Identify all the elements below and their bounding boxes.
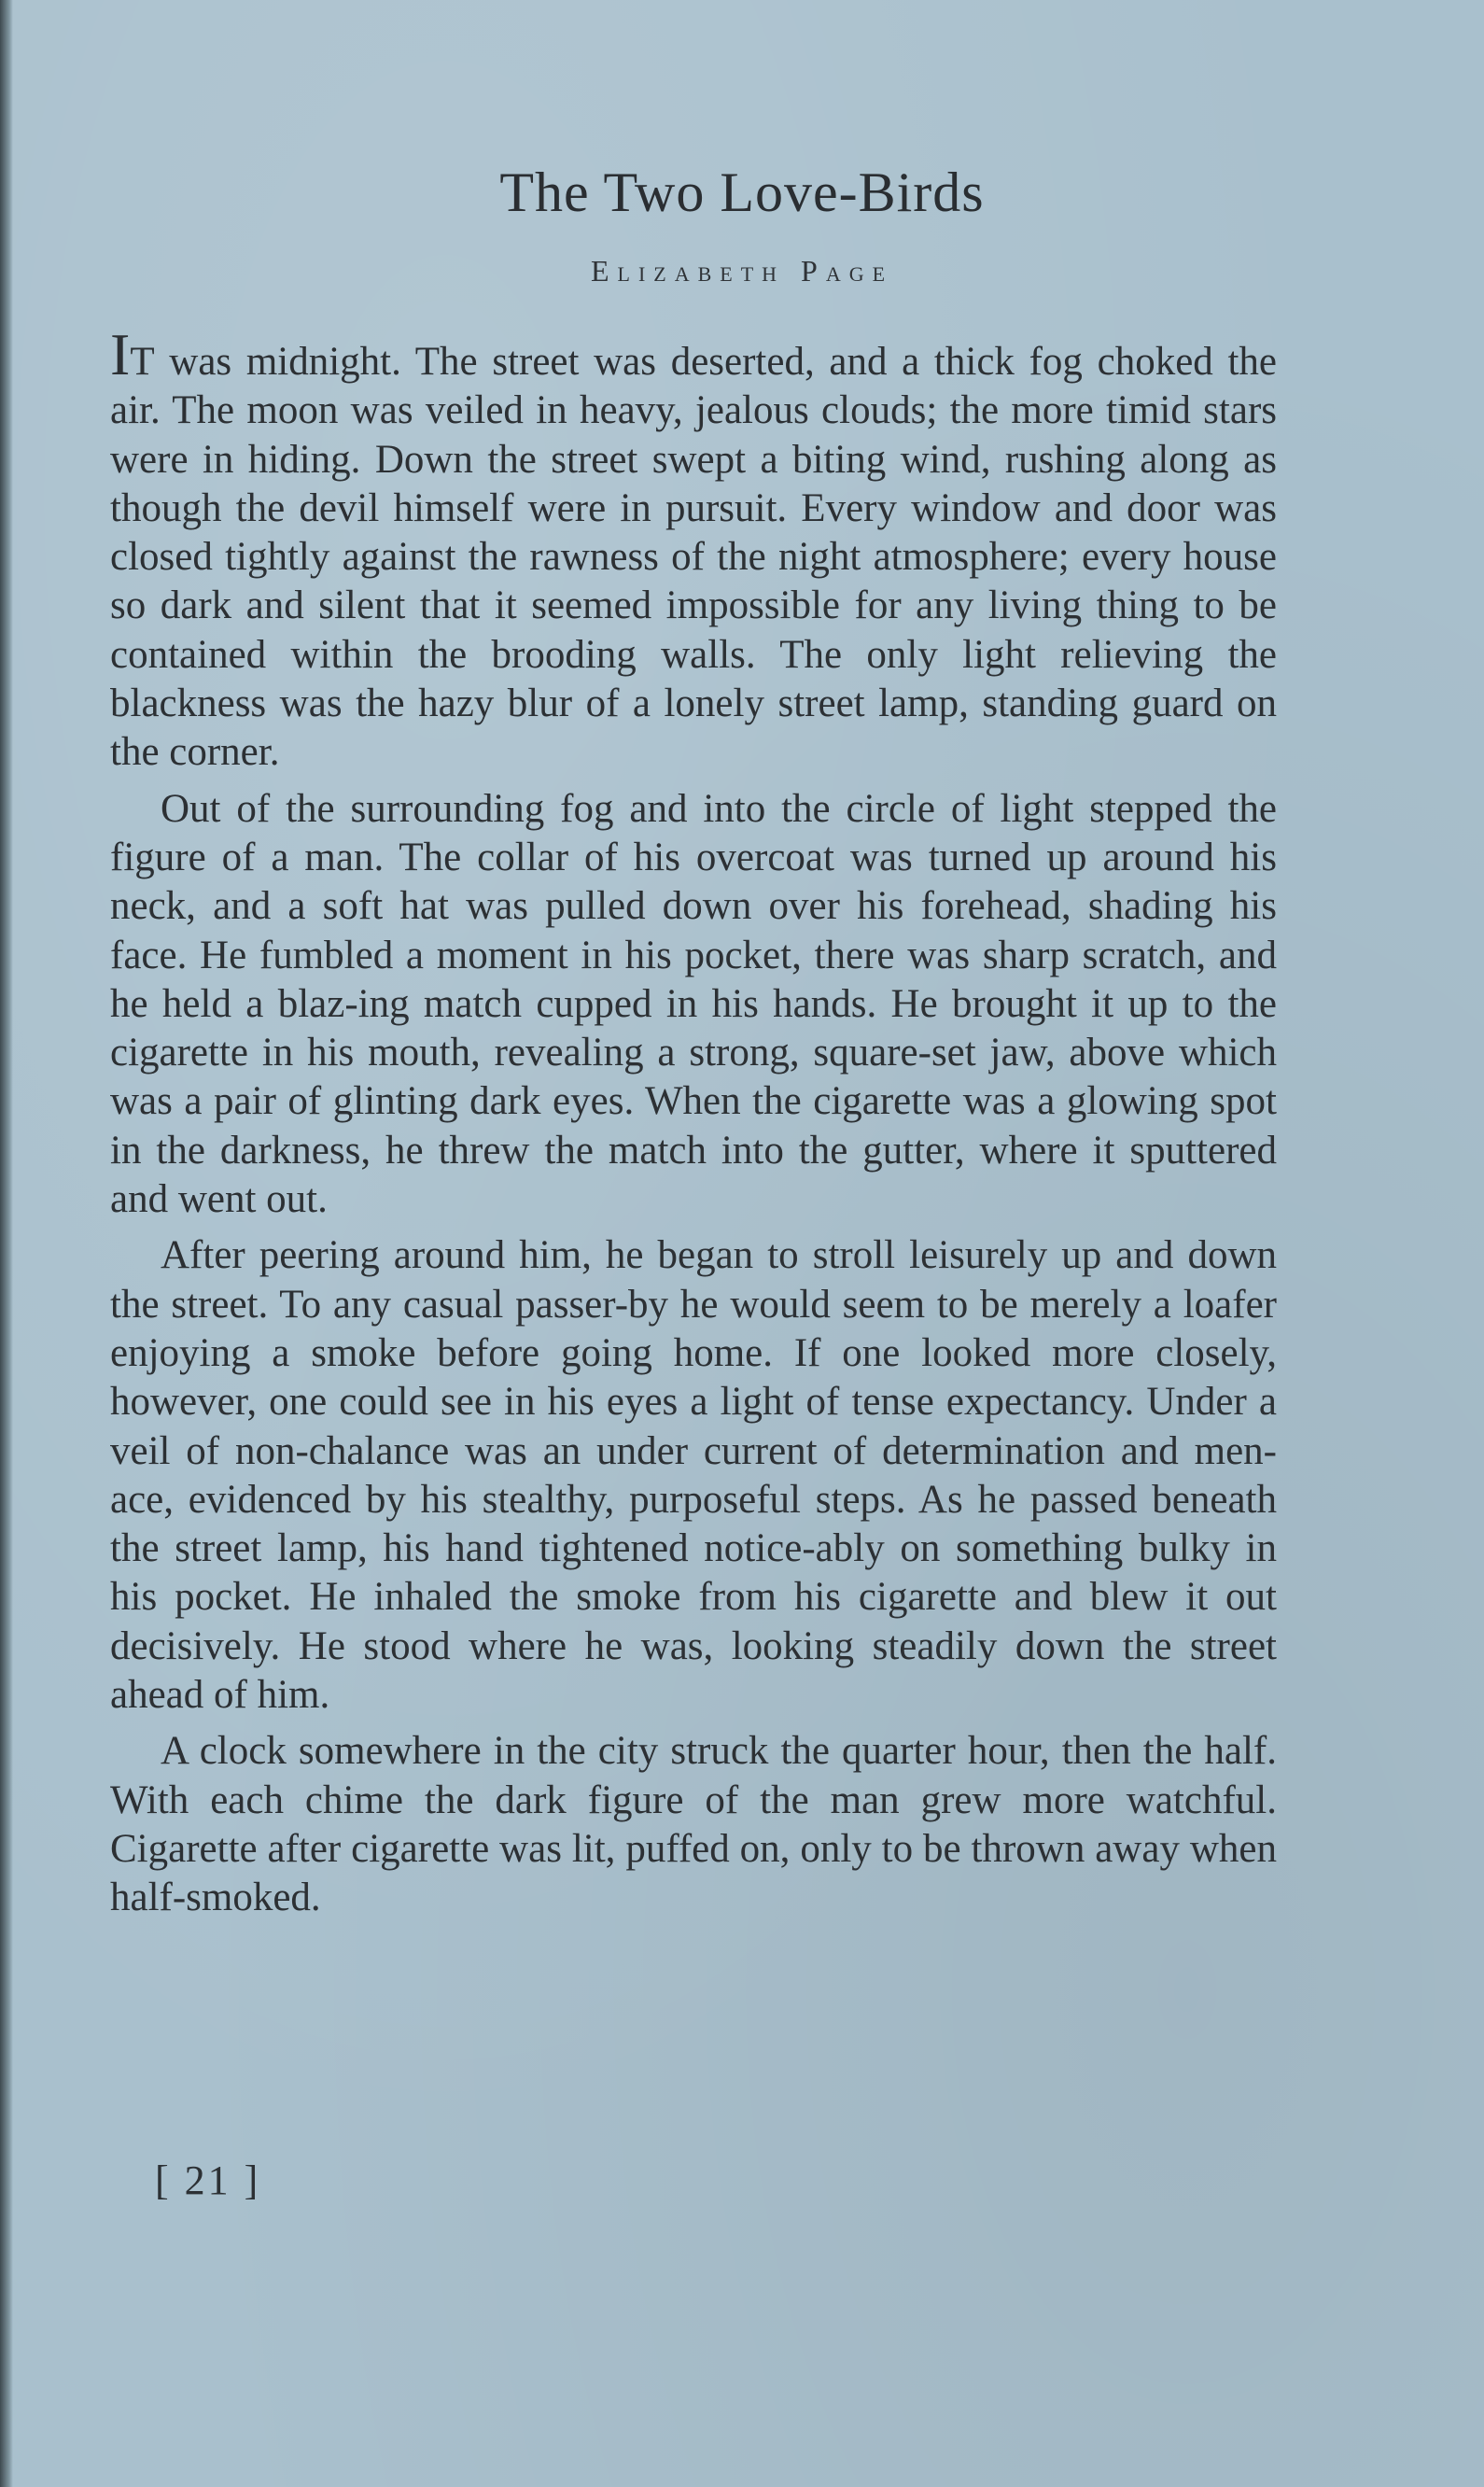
paragraph-2: Out of the surrounding fog and into the circle of light stepped the figure of a man. The collar of his overcoat was turned up around his neck, and a soft hat was pulled down over his forehead, shading his face. He fumbled a moment in his pocket, there was sharp scratch, and he held a blaz-ing match cupped in his hands. He brought it up to the cigarette in his mouth, revealing a strong, square-set jaw, above which was a pair of glinting dark eyes. When the cigarette was a glowing spot in the darkness, he threw the match into the gutter, where it sputtered and went out. bbox=[110, 786, 1277, 1222]
paragraph-1-text: was midnight. The street was deserted, and a thick fog choked the air. The moon was veiled in heavy, jealous clouds; the more timid stars were in hiding. Down the street swept a biting wind, rushing along as though the devil himself were in pursuit. Every window and door was closed tightly against the rawness of the night atmosphere; every house so dark and silent that it seemed impossible for any living thing to be contained within the brooding walls. The only light relieving the blackness was the hazy blur of a lonely street lamp, standing guard on the corner. bbox=[110, 340, 1277, 775]
page-number: [ 21 ] bbox=[155, 2157, 261, 2203]
binding-edge bbox=[0, 0, 13, 2487]
drop-cap: I bbox=[110, 321, 131, 387]
story-title: The Two Love-Birds bbox=[499, 162, 985, 223]
lead-caps: T bbox=[130, 340, 155, 384]
author-name: Elizabeth Page bbox=[590, 254, 894, 288]
paragraph-1 bbox=[110, 321, 1277, 778]
paragraph-4: A clock somewhere in the city struck the quarter hour, then the half. With each chime the dark figure of the man grew more watchful. Cigarette after cigarette was lit, puffed on, only to be thrown away when half-smoked. bbox=[110, 1729, 1277, 1920]
paragraph-3: After peering around him, he began to stroll leisurely up and down the street. To any casual passer-by he would seem to be merely a loafer enjoying a smoke before going home. If one looked more closely, however, one could see in his eyes a light of tense expectancy. Under a veil of non-chalance was an under current of determination and men-ace, evidenced by his stealthy, purposeful steps. As he passed beneath the street lamp, his hand tightened notice-ably on something bulky in his pocket. He inhaled the smoke from his cigarette and blew it out decisively. He stood where he was, looking steadily down the street ahead of him. bbox=[110, 1233, 1277, 1718]
story-body bbox=[110, 321, 1277, 1931]
